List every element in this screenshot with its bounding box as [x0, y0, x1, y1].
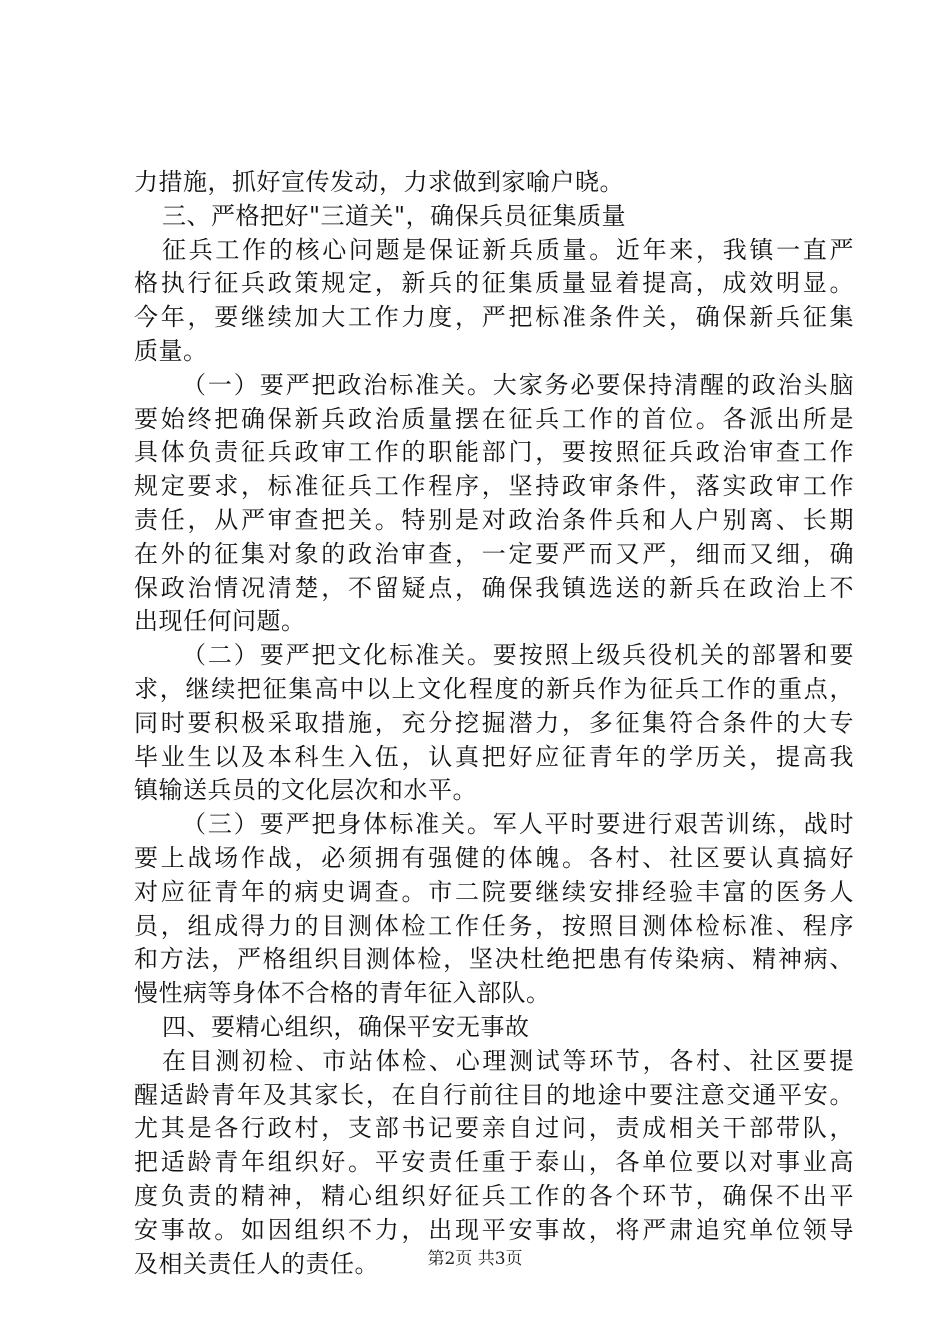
text-line: 质量。	[134, 336, 208, 365]
text-line: 求，继续把征集高中以上文化程度的新兵作为征兵工作的重点，	[134, 674, 854, 703]
text-line: （二）要严把文化标准关。要按照上级兵役机关的部署和要	[182, 641, 854, 670]
text-line: 醒适龄青年及其家长，在自行前往目的地途中要注意交通平安。	[134, 1080, 854, 1109]
text-line: 出现任何问题。	[134, 607, 306, 636]
text-line: 同时要积极采取措施，充分挖掘潜力，多征集符合条件的大专	[134, 708, 854, 737]
text-line: 今年，要继续加大工作力度，严把标准条件关，确保新兵征集	[134, 303, 854, 332]
text-line: 力措施，抓好宣传发动，力求做到家喻户晓。	[134, 168, 624, 196]
text-line: （三）要严把身体标准关。军人平时要进行艰苦训练，战时	[182, 810, 854, 839]
text-line: 具体负责征兵政审工作的职能部门，要按照征兵政治审查工作	[134, 438, 854, 467]
text-line: 四、要精心组织，确保平安无事故	[162, 1012, 530, 1041]
document-body	[134, 166, 854, 1281]
text-line: 镇输送兵员的文化层次和水平。	[134, 776, 477, 805]
text-line: 及相关责任人的责任。	[134, 1249, 379, 1278]
text-line: 度负责的精神，精心组织好征兵工作的各个环节，确保不出平	[134, 1181, 854, 1210]
text-line: 毕业生以及本科生入伍，认真把好应征青年的学历关，提高我	[134, 742, 854, 771]
text-line: 在目测初检、市站体检、心理测试等环节，各村、社区要提	[162, 1046, 854, 1075]
text-line: 尤其是各行政村，支部书记要亲自过问，责成相关干部带队，	[134, 1114, 854, 1143]
text-line: 慢性病等身体不合格的青年征入部队。	[134, 979, 551, 1008]
text-line: 征兵工作的核心问题是保证新兵质量。近年来，我镇一直严	[162, 235, 854, 264]
text-line: 责任，从严审查把关。特别是对政治条件兵和人户别离、长期	[134, 505, 854, 534]
text-line: 格执行征兵政策规定，新兵的征集质量显着提高，成效明显。	[134, 269, 854, 298]
page-footer: 第2页 共3页	[427, 1249, 523, 1269]
text-line: 和方法，严格组织目测体检，坚决杜绝把患有传染病、精神病、	[134, 945, 854, 974]
text-line: 员，组成得力的目测体检工作任务，按照目测体检标准、程序	[134, 911, 854, 940]
text-line: 把适龄青年组织好。平安责任重于泰山，各单位要以对事业高	[134, 1148, 854, 1177]
text-line: 保政治情况清楚，不留疑点，确保我镇选送的新兵在政治上不	[134, 573, 854, 602]
text-line: 要上战场作战，必须拥有强健的体魄。各村、社区要认真搞好	[134, 843, 854, 872]
text-line: 对应征青年的病史调查。市二院要继续安排经验丰富的医务人	[134, 877, 854, 906]
text-line: （一）要严把政治标准关。大家务必要保持清醒的政治头脑	[182, 370, 854, 399]
text-line: 要始终把确保新兵政治质量摆在征兵工作的首位。各派出所是	[134, 404, 854, 433]
text-line: 在外的征集对象的政治审查，一定要严而又严，细而又细，确	[134, 539, 854, 568]
text-line: 安事故。如因组织不力，出现平安事故，将严肃追究单位领导	[134, 1215, 854, 1244]
text-line: 三、严格把好"三道关"，确保兵员征集质量	[162, 201, 627, 230]
text-line: 规定要求，标准征兵工作程序，坚持政审条件，落实政审工作	[134, 472, 854, 501]
